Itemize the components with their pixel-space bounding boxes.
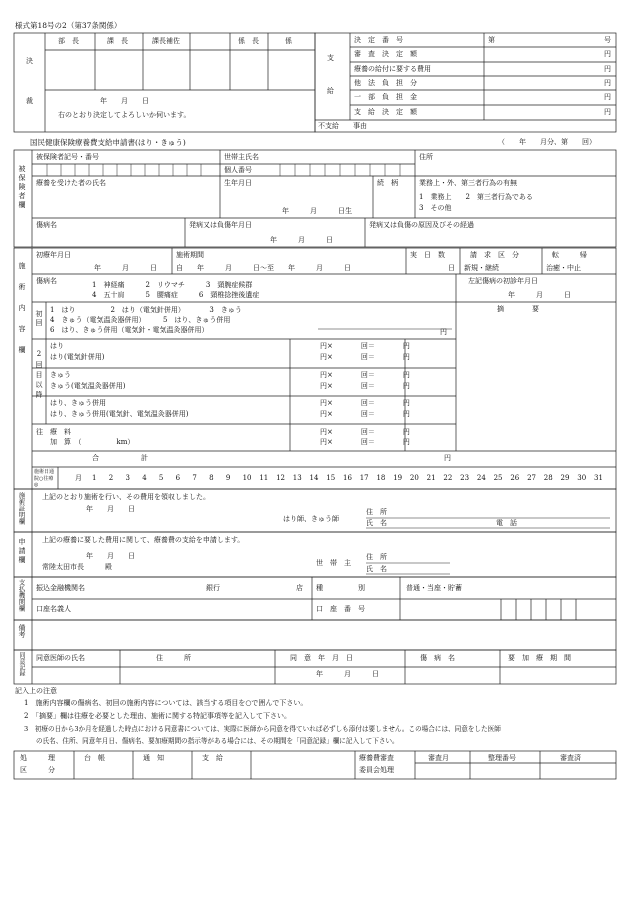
shikyu-label-2: 給 [327,87,334,95]
calendar-day: 23 [460,474,470,482]
kigo-label: 被保険者記号・番号 [36,153,99,161]
shinsei-jusho: 住 所 [366,553,387,561]
shikyu-unit: 円 [604,93,611,101]
shoshin-date: 年 月 日 [508,291,571,299]
shikyu-label-1: 支 [327,54,334,62]
calendar-day: 18 [376,474,386,482]
shikyu-row-label: 一 部 負 担 金 [354,93,417,101]
jitsu-label: 実 日 数 [410,251,445,259]
calendar-day: 25 [493,474,503,482]
calendar-day: 26 [510,474,520,482]
calendar-day: 21 [426,474,436,482]
calendar-day: 15 [326,474,336,482]
note-2: 2 「摘要」欄は往療を必要とした理由、施術に関する特記事項等を記入して下さい。 [24,712,291,720]
calendar-day: 22 [443,474,453,482]
approver-header: 係 長 [238,37,259,45]
shiharai-side-label: 支払機関欄 [17,579,26,612]
shoshin-label: 左記傷病の初診年月日 [468,277,538,285]
shikyu-decision-prefix: 第 [488,36,495,44]
tenki-label: 転 帰 [552,251,587,259]
seikyu-label: 請 求 区 分 [470,251,519,259]
approver-header: 部 長 [58,37,79,45]
calendar-day: 17 [359,474,369,482]
calendar-day: 27 [527,474,536,482]
hassho-date: 年 月 日 [270,236,333,244]
kojin-label: 個人番号 [224,166,252,174]
zumi-label: 審査済 [560,754,581,762]
kessai-note: 右のとおり決定してよろしいか伺います。 [58,111,191,119]
kikan-label: 施術期間 [176,251,204,259]
shomei-shimei: 氏 名 [366,519,387,527]
shomei-denwa: 電 話 [496,519,517,527]
shikyu-unit: 円 [604,108,611,116]
doi-side-label: 同意記録 [18,652,25,676]
shinsei-side-label: 申請欄 [18,538,26,565]
calendar-day: 14 [309,474,319,482]
hassho-label: 発病又は負傷年月日 [189,221,252,229]
calendar-day: 24 [476,474,486,482]
kikan-range: 自 年 月 日〜至 年 月 日 [176,264,351,272]
calendar-label: 施術日通院○往療◎ [34,469,55,488]
calendar-day: 29 [560,474,570,482]
ginko-label: 銀行 [206,584,220,592]
city-mayor: 常陸太田市長 殿 [42,563,112,571]
form-number: 様式第18号の2（第37条関係） [15,21,122,30]
fee-multiplier: 円× 回＝ 円 [320,428,410,436]
calendar-day: 9 [225,474,231,482]
shokai-option-3: 6 はり、きゅう併用（電気針・電気温灸器併用） [50,326,209,334]
bango-label: 口 座 番 号 [316,605,365,613]
calendar-day: 19 [393,474,403,482]
setai-label: 世 帯 主 [316,559,351,567]
calendar-day: 4 [142,474,147,482]
seiri-label: 整理番号 [488,754,516,762]
shinsa-label: 療養費審査 [359,754,394,762]
shikyu-row-label: 療養の給付に要する費用 [354,65,431,73]
treatment-type: はり [50,342,64,350]
genin-label: 発病又は負傷の原因及びその経過 [369,221,474,229]
oryo-label: 往 療 料 [36,428,71,436]
doi-date: 年 月 日 [316,670,379,678]
shokai-option-1: 1 はり 2 はり（電気針併用） 3 きゅう [50,306,242,314]
shubetsu-label: 種 別 [316,584,365,592]
fee-multiplier: 円× 回＝ 円 [320,371,410,379]
shori-label-1: 処 理 [20,754,55,762]
shori-col: 台 帳 [84,754,105,762]
calendar-day: 28 [543,474,553,482]
fee-multiplier: 円× 回＝ 円 [320,438,410,446]
treatment-type: はり、きゅう併用(電気針、電気温灸器併用) [50,410,189,418]
calendar-day: 10 [242,474,252,482]
fee-multiplier: 円× 回＝ 円 [320,382,410,390]
kessai-date: 年 月 日 [100,97,149,105]
notes-title: 記入上の注意 [15,687,57,695]
shori-label-2: 区 分 [20,766,55,774]
shomei-date: 年 月 日 [86,505,135,513]
gyomu-label: 業務上・外、第三者行為の有無 [419,179,517,187]
shomei-jusho: 住 所 [366,508,387,516]
seikyu-value: 新規・継続 [464,264,499,272]
gyomu-option-1: 1 業務上 2 第三者行為である [419,193,533,201]
setainushi-label: 世帯主氏名 [224,153,259,161]
shori-col: 支 給 [202,754,223,762]
calendar-day: 11 [259,474,269,482]
biko-side-label: 備考 [18,624,26,638]
shokai-option-2: 4 きゅう（電気温灸器併用） 5 はり、きゅう併用 [50,316,231,324]
approver-header: 課長補佐 [152,37,180,45]
jiyu-label: 事由 [353,122,367,130]
nichi-unit: 日 [448,264,455,272]
shubetsu-value: 普通・当座・貯蓄 [406,584,462,592]
disease-label: 傷病名 [36,277,57,285]
calendar-day: 30 [577,474,587,482]
shoken-label: 初療年月日 [36,251,71,259]
calendar-day: 12 [276,474,285,482]
calendar-day: 2 [108,474,114,482]
shoken-date: 年 月 日 [94,264,157,272]
approver-header: 係 [285,37,292,45]
furikomi-label: 振込金融機関名 [36,584,85,592]
treatment-type: はり、きゅう併用 [50,399,106,407]
calendar-day: 8 [209,474,214,482]
doi-yoka: 要 加 療 期 間 [508,654,571,662]
shokai-label: 初回 [35,310,43,328]
iinkai-label: 委員会処理 [359,766,394,774]
shikyu-row-label: 支 給 決 定 額 [354,108,417,116]
note-3a: 3 初療の日から3か月を経過した時点における同意書については、実際に医師から同意を得ていれば必ずしも添付は要しません。この場合には、同意をした医師 [24,725,501,733]
shinsei-shimei: 氏 名 [366,565,387,573]
shikyu-row-label: 決 定 番 号 [354,36,403,44]
note-3b: の氏名、住所、同意年月日、傷病名、要加療期間の指示等がある場合には、その期間を「同意記録」欄に記入して下さい。 [36,737,399,745]
shikyu-unit: 円 [604,65,611,73]
oryo-kasan: 加 算 （ km） [50,438,135,446]
shinsatsuki-label: 審査月 [428,754,449,762]
meigi-label: 口座名義人 [36,605,71,613]
birth-date: 年 月 日生 [282,207,352,215]
fee-multiplier: 円× 回＝ 円 [320,399,410,407]
shikyu-unit: 号 [604,36,611,44]
gokei-yen: 円 [444,454,451,462]
calendar-day: 3 [125,474,130,482]
approver-header: 課 長 [107,37,128,45]
doi-jusho: 住 所 [156,654,191,662]
shomei-side-label: 施術証明欄 [17,492,26,525]
doi-date-label: 同 意 年 月 日 [290,654,353,662]
calendar-month: 月 [75,474,82,482]
kessai-label-2: 裁 [26,97,33,105]
calendar-day: 20 [409,474,419,482]
shinsei-date: 年 月 日 [86,552,135,560]
shokai-yen: 円 [440,328,447,336]
disease-options-2: 4 五十肩 5 腰痛症 6 頸椎捻挫後遺症 [92,291,260,299]
fee-multiplier: 円× 回＝ 円 [320,353,410,361]
doi-ishi: 同意医師の氏名 [36,654,85,662]
treatment-type: はり(電気針併用) [50,353,105,361]
doi-shobyo: 傷 病 名 [420,654,455,662]
tekiyo-label: 摘 要 [497,305,539,313]
fee-multiplier: 円× 回＝ 円 [320,410,410,418]
treatment-type: きゅう [50,371,71,379]
tenki-value: 治癒・中止 [546,264,581,272]
shobyo-label: 傷病名 [36,221,57,229]
practitioner-label: はり師、きゅう師 [283,515,339,523]
gokei-label: 合 計 [92,454,148,462]
calendar-day: 13 [292,474,302,482]
birth-label: 生年月日 [224,179,252,187]
note-1: 1 施術内容欄の傷病名、初回の施術内容については、該当する項目を○で囲んで下さい。 [24,699,308,707]
sejutsu-side-label: 施術内容欄 [18,262,26,367]
shikyu-row-label: 他 法 負 担 分 [354,79,417,87]
calendar-day: 5 [158,474,164,482]
shomei-text: 上記のとおり施術を行い、その費用を領収しました。 [42,493,210,501]
kaime-label: 2回目以降 [35,350,43,401]
shikyu-unit: 円 [604,79,611,87]
calendar-day: 7 [192,474,197,482]
treatment-type: きゅう(電気温灸器併用) [50,382,126,390]
calendar-day: 6 [175,474,181,482]
calendar-day: 31 [594,474,603,482]
hihoken-side-label: 被保険者欄 [18,165,26,210]
form-title: 国民健康保険療養費支給申請書(はり・きゅう) [30,138,186,147]
mise-label: 店 [296,584,303,592]
zokugara-label: 続 柄 [377,179,398,187]
patient-label: 療養を受けた者の氏名 [36,179,106,187]
shikyu-row-label: 審 査 決 定 額 [354,50,417,58]
title-period: （ 年 月分、第 回） [498,138,596,146]
calendar-day: 16 [343,474,352,482]
shinsei-text: 上記の療養に要した費用に関して、療養費の支給を申請します。 [42,536,245,544]
calendar-day: 1 [92,474,97,482]
disease-options-1: 1 神経痛 2 リウマチ 3 頸腕症候群 [92,281,253,289]
fee-multiplier: 円× 回＝ 円 [320,342,410,350]
jusho-label: 住所 [419,153,433,161]
fushikyu-label: 不支給 [318,122,339,130]
gyomu-option-2: 3 その他 [419,204,452,212]
shori-col: 通 知 [143,754,164,762]
shikyu-unit: 円 [604,50,611,58]
kessai-label-1: 決 [26,57,33,65]
